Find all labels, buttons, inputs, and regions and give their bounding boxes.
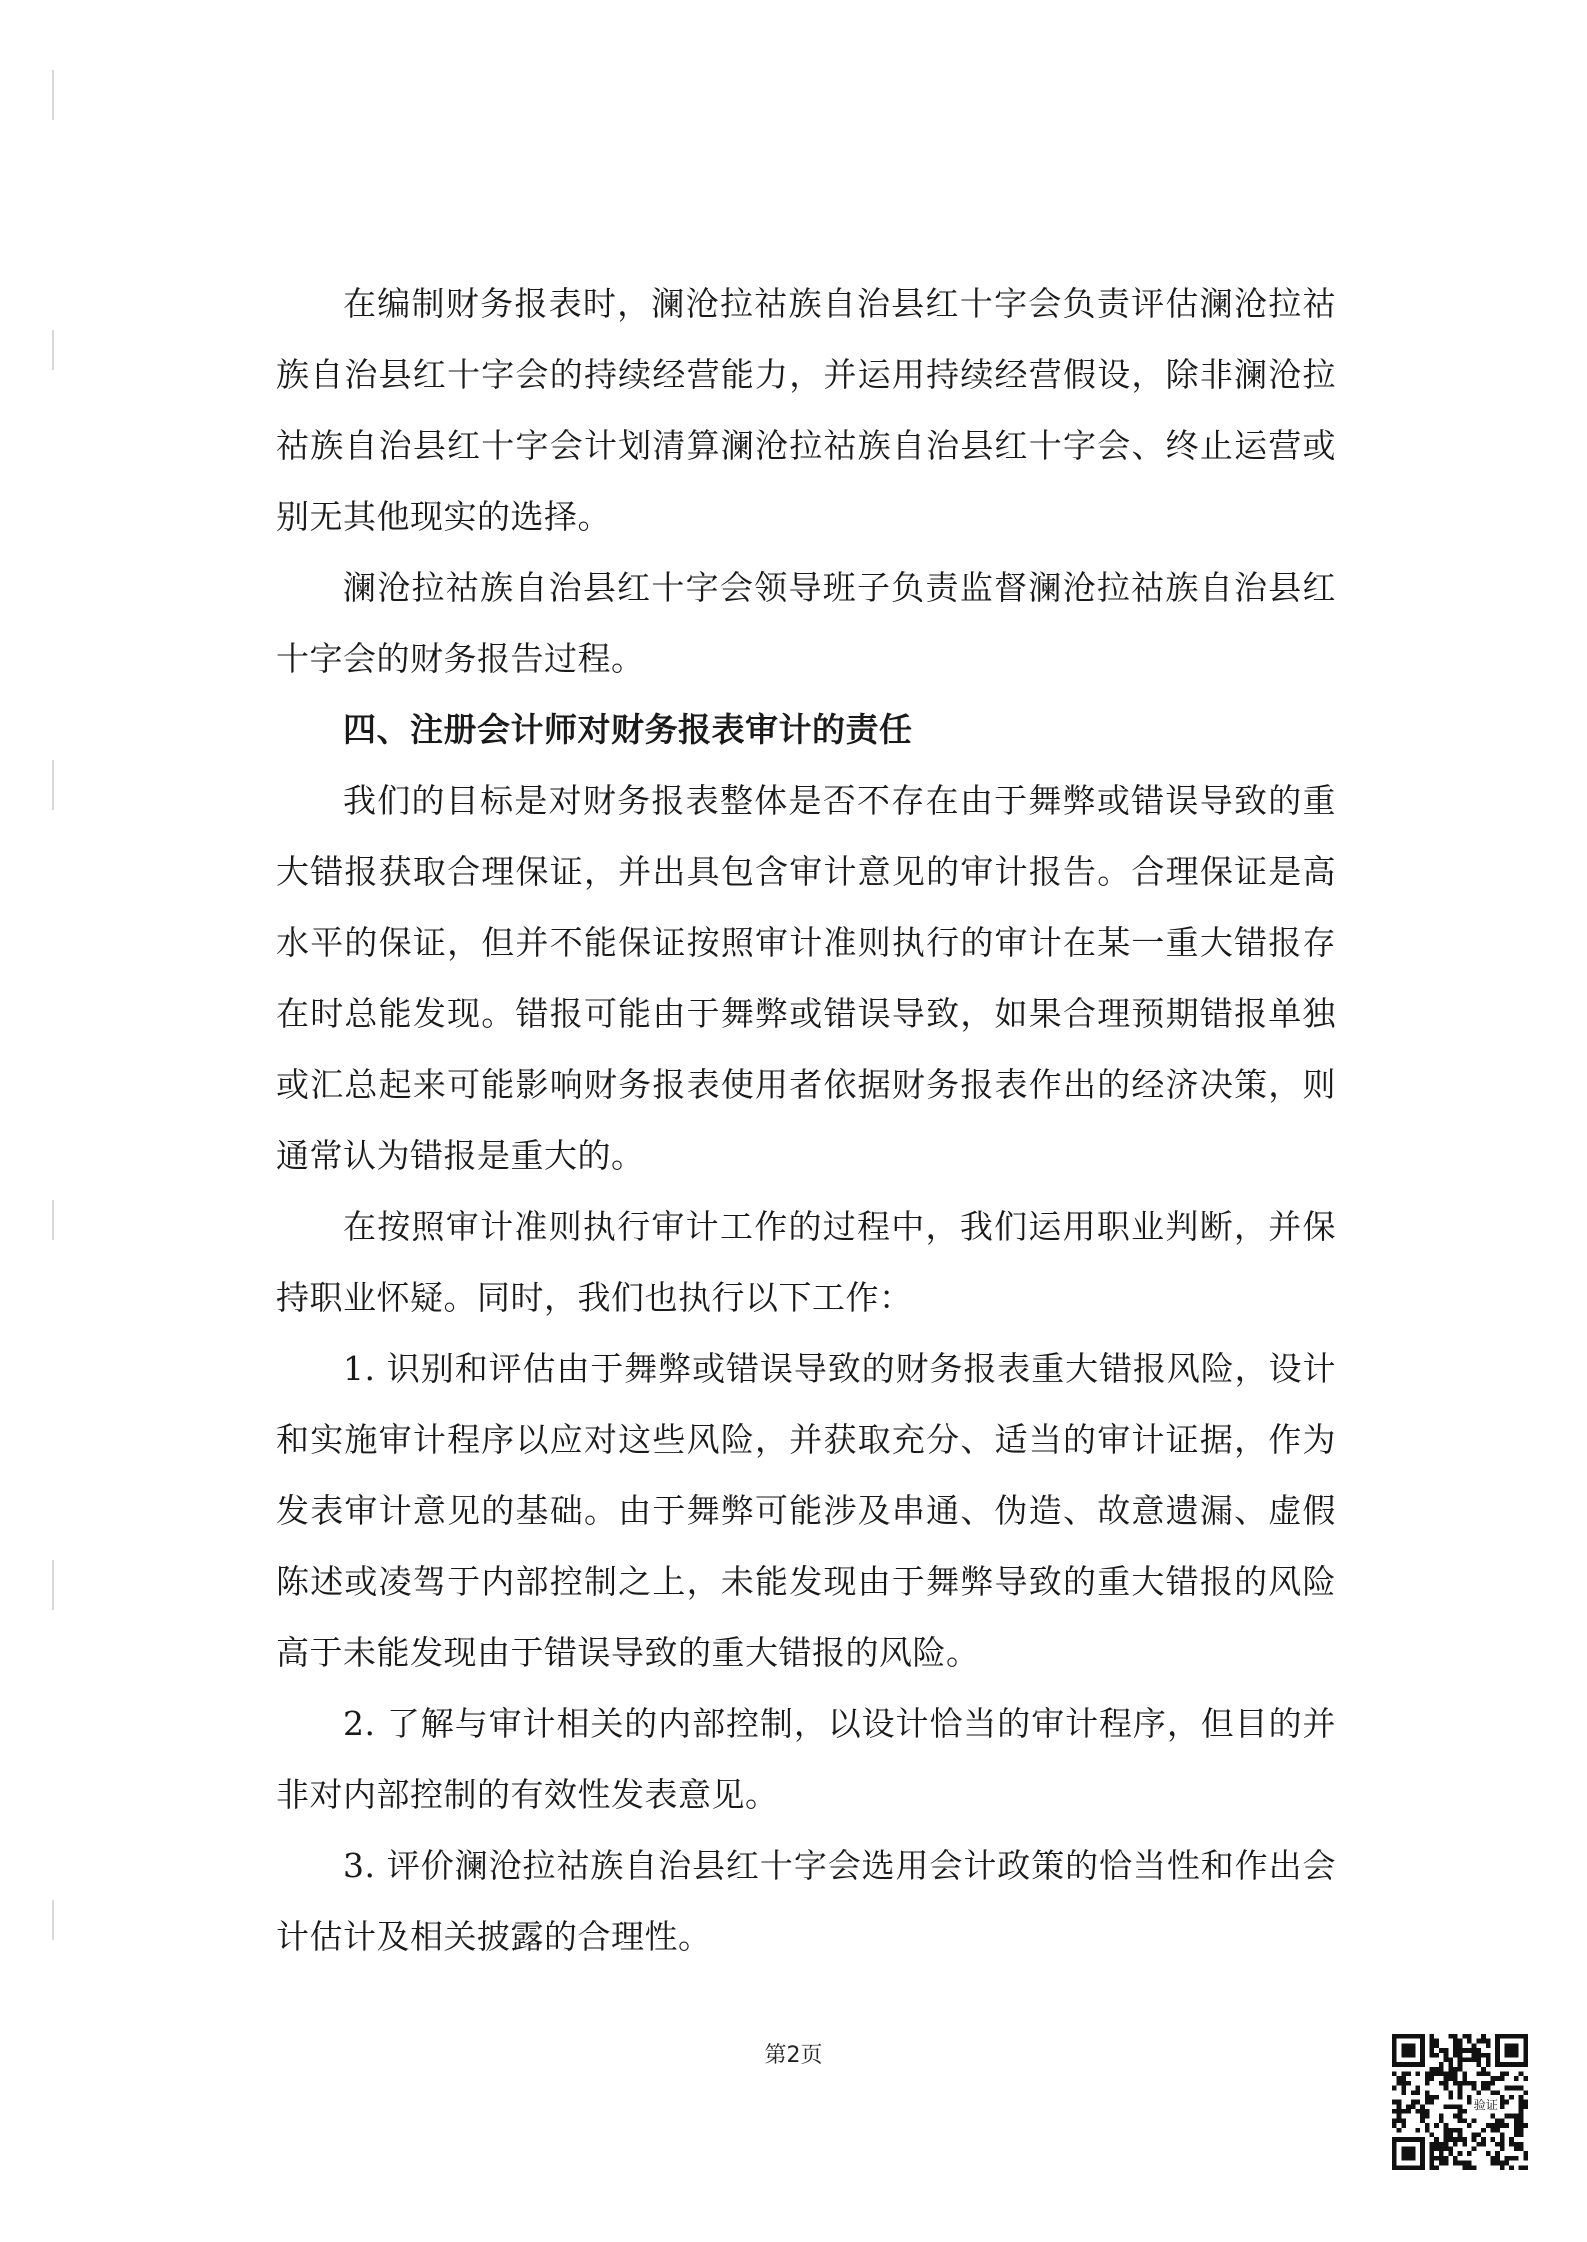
scan-margin-mark: [52, 70, 54, 120]
qr-label: 验证: [1473, 2098, 1498, 2113]
scan-margin-mark: [52, 1200, 54, 1240]
paragraph-going-concern: 在编制财务报表时，澜沧拉祜族自治县红十字会负责评估澜沧拉祜族自治县红十字会的持续经营能力，并运用持续经营假设，除非澜沧拉祜族自治县红十字会计划清算澜沧拉祜族自治县红十字会、终止运营或别无其他现实的选择。: [276, 284, 1336, 536]
paragraph-item-2: 2. 了解与审计相关的内部控制，以设计恰当的审计程序，但目的并非对内部控制的有效性发表意见。: [276, 1704, 1336, 1814]
scan-margin-mark: [52, 760, 54, 810]
paragraph-item-1: 1. 识别和评估由于舞弊或错误导致的财务报表重大错报风险，设计和实施审计程序以应对这些风险，并获取充分、适当的审计证据，作为发表审计意见的基础。由于舞弊可能涉及串通、伪造、故意遗漏、虚假陈述或凌驾于内部控制之上，未能发现由于舞弊导致的重大错报的风险高于未能发现由于错误导致的重大错报的风险。: [276, 1349, 1336, 1672]
paragraph-professional-judgment: 在按照审计准则执行审计工作的过程中，我们运用职业判断，并保持职业怀疑。同时，我们也执行以下工作：: [276, 1207, 1336, 1317]
page-number: 第2页: [764, 2043, 823, 2068]
scan-margin-mark: [52, 1560, 54, 1610]
qr-code-icon: [1392, 2034, 1528, 2170]
paragraph-audit-objective: 我们的目标是对财务报表整体是否不存在由于舞弊或错误导致的重大错报获取合理保证，并出具包含审计意见的审计报告。合理保证是高水平的保证，但并不能保证按照审计准则执行的审计在某一重大错报存在时总能发现。错报可能由于舞弊或错误导致，如果合理预期错报单独或汇总起来可能影响财务报表使用者依据财务报表作出的经济决策，则通常认为错报是重大的。: [276, 781, 1336, 1175]
document-body: [276, 268, 1336, 1972]
section-heading-auditor-responsibility: 四、注册会计师对财务报表审计的责任: [343, 710, 913, 749]
scan-margin-mark: [52, 1900, 54, 1940]
scan-margin-mark: [52, 330, 54, 370]
paragraph-leadership-oversight: 澜沧拉祜族自治县红十字会领导班子负责监督澜沧拉祜族自治县红十字会的财务报告过程。: [276, 568, 1336, 678]
paragraph-item-3: 3. 评价澜沧拉祜族自治县红十字会选用会计政策的恰当性和作出会计估计及相关披露的合理性。: [276, 1846, 1336, 1956]
